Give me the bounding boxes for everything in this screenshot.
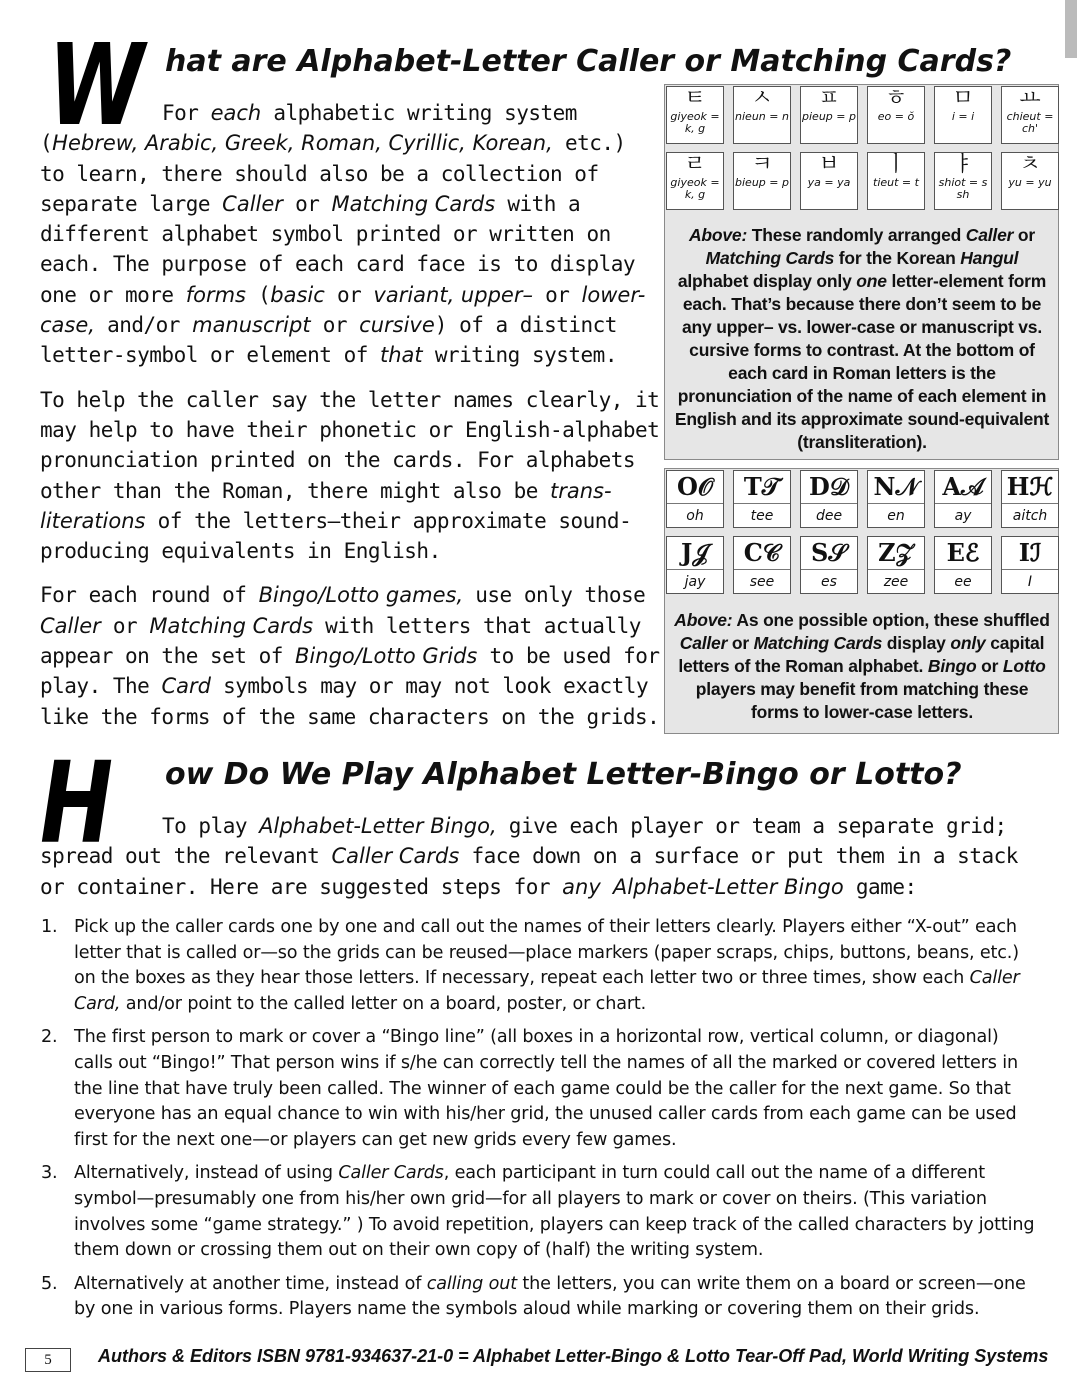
card-symbol: D𝒟: [801, 471, 857, 504]
paragraph-how-to-play: To play Alphabet-Letter Bingo, give each player or team a separate grid; spread out the relevant Caller Cards face down on a surface or put them in a stack or container. Here are suggested steps for any Alphabet-Letter Bingo game:: [40, 814, 1018, 899]
card-pronunciation: shiot = s sh: [938, 176, 988, 201]
card-pronunciation: giyeok = k, g: [670, 176, 720, 201]
letter-card: [1001, 152, 1059, 210]
card-pronunciation: nieun = n: [735, 110, 789, 123]
step-number: 2.: [41, 1027, 58, 1048]
card-symbol: ㅣ: [885, 152, 907, 177]
section-title-caller-cards: hat are Alphabet-Letter Caller or Matching Cards?: [165, 44, 1012, 79]
intro-text-column: [40, 98, 660, 746]
card-symbol: S𝒮: [801, 537, 857, 570]
step-text: Alternatively, instead of using: [74, 1163, 339, 1184]
step-item: [41, 1161, 1041, 1263]
card-symbol: A𝒜: [935, 471, 991, 504]
letter-card: [733, 86, 791, 144]
card-pronunciation: en: [887, 508, 905, 524]
card-symbol: ㅎ: [885, 86, 907, 111]
letter-card: [1001, 86, 1059, 144]
korean-cards-grid: [666, 86, 1059, 210]
card-symbol: ㅊ: [1019, 152, 1041, 177]
card-symbol: N𝒩: [868, 471, 924, 504]
card-pronunciation: tieut = t: [873, 176, 919, 189]
card-symbol: ㅅ: [751, 86, 773, 111]
letter-card: [934, 152, 992, 210]
card-pronunciation: chieut = ch': [1006, 110, 1054, 135]
letter-card: [733, 536, 791, 594]
korean-cards-caption: Above: These randomly arranged Caller or Matching Cards for the Korean Hangul alphabet display only one letter-element form each. That’s because there don’t seem to be any upper– vs. lower-case or manuscript vs. cursive forms to contrast. At the bottom of each card in Roman letters is the pronunciation of the name of each element in English and its approximate sound-equivalent (transliteration).: [674, 225, 1050, 452]
step-emphasis: Caller Cards: [338, 1163, 444, 1184]
card-symbol: Z𝒵: [868, 537, 924, 570]
how-to-play-intro: [40, 811, 1040, 916]
step-text-end: the letters, you can write them on a board or screen—one by one in various forms. Players name the symbols aloud while marking or covering them on their grids.: [74, 1273, 1026, 1320]
card-symbol: ㅁ: [952, 86, 974, 111]
card-pronunciation: I: [1027, 574, 1033, 590]
card-pronunciation: eo = ŏ: [877, 110, 915, 123]
card-pronunciation: zee: [883, 574, 909, 590]
letter-card: [666, 86, 724, 144]
card-pronunciation: giyeok = k, g: [670, 110, 720, 135]
drop-cap-h: H: [40, 739, 114, 869]
card-symbol: ㅑ: [952, 152, 974, 177]
letter-card: [800, 152, 858, 210]
step-emphasis: Caller Card,: [74, 968, 1020, 1014]
letter-card: [867, 470, 925, 528]
card-pronunciation: oh: [686, 508, 704, 524]
step-item: [41, 1025, 1041, 1153]
card-pronunciation: yu = yu: [1008, 176, 1052, 189]
card-pronunciation: pieup = p: [802, 110, 856, 123]
letter-card: [1001, 536, 1059, 594]
letter-card: [800, 470, 858, 528]
letter-card: [934, 86, 992, 144]
game-steps-list: [41, 915, 1041, 1331]
letter-card: [666, 470, 724, 528]
letter-card: [733, 152, 791, 210]
card-symbol: ㅂ: [818, 152, 840, 177]
paragraph-each-round: For each round of Bingo/Lotto games, use only those Caller or Matching Cards with letters that actually appear on the set of Bingo/Lotto Grids to be used for play. The Card symbols may or may not look exactly like the forms of the same characters on the grids.: [40, 583, 660, 729]
letter-card: [666, 536, 724, 594]
step-text-end: and/or point to the called letter on a board, poster, or chart.: [120, 993, 647, 1014]
card-symbol: ㅍ: [818, 86, 840, 111]
paragraph-cards-purpose: For each alphabetic writing system (Hebrew, Arabic, Greek, Roman, Cyrillic, Korean, etc.) to learn, there should also be a collection of separate large Caller or Matching Cards with a different alphabet symbol printed or written on each. The purpose of each card face is to display one or more forms (basic or variant, upper– or lower-case, and/or manuscript or cursive) of a distinct letter-symbol or element of that writing system.: [40, 101, 646, 368]
roman-cards-grid: [666, 470, 1059, 594]
letter-card: [867, 152, 925, 210]
step-emphasis: calling out: [426, 1273, 517, 1294]
letter-card: [1001, 470, 1059, 528]
card-symbol: Hℋ: [1002, 471, 1058, 504]
card-symbol: ㅛ: [1019, 86, 1041, 111]
step-number: 5.: [41, 1273, 58, 1294]
card-symbol: ㅋ: [751, 152, 773, 177]
step-item: [41, 915, 1041, 1017]
page-number: 5: [25, 1348, 71, 1372]
letter-card: [867, 536, 925, 594]
card-pronunciation: see: [749, 574, 775, 590]
step-text: Alternatively at another time, instead of: [74, 1273, 427, 1294]
step-text: The first person to mark or cover a “Bingo line” (all boxes in a horizontal row, vertical column, or diagonal) calls out “Bingo!” That person wins if s/he can correctly tell the names of all the marked or covered letters in the line that have truly been called. The winner of each game could be the caller for the next game. So that everyone has an equal chance to win with his/her grid, the unused caller cards from each game can be used first for the next one—or players can get new grids every few games.: [74, 1027, 1018, 1150]
card-symbol: J𝒥: [667, 537, 723, 570]
card-pronunciation: tee: [750, 508, 774, 524]
letter-card: [934, 470, 992, 528]
card-symbol: O𝒪: [667, 471, 723, 504]
card-pronunciation: ay: [954, 508, 972, 524]
card-symbol: Iℐ: [1002, 537, 1058, 570]
card-pronunciation: ya = ya: [807, 176, 851, 189]
step-item: [41, 1272, 1041, 1323]
step-number: 3.: [41, 1163, 58, 1184]
footer-isbn: Authors & Editors ISBN 9781-934637-21-0 = Alphabet Letter-Bingo & Lotto Tear-Off Pad, World Writing Systems: [98, 1346, 1049, 1366]
letter-card: [800, 536, 858, 594]
card-symbol: T𝒯: [734, 471, 790, 504]
step-number: 1.: [41, 917, 58, 937]
roman-cards-caption: Above: As one possible option, these shuffled Caller or Matching Cards display only capital letters of the Roman alphabet. Bingo or Lotto players may benefit from matching these forms to lower-case letters.: [674, 610, 1050, 722]
scrollbar-thumb[interactable]: [1065, 0, 1077, 58]
letter-card: [867, 86, 925, 144]
card-symbol: C𝒞: [734, 537, 790, 570]
paragraph-pronunciation: To help the caller say the letter names clearly, it may help to have their phonetic or English-alphabet pronunciation printed on the cards. For alphabets other than the Roman, there might also be trans-literations of the letters—their approximate sound-producing equivalents in English.: [40, 387, 660, 564]
card-symbol: Eℰ: [935, 537, 991, 570]
letter-card: [733, 470, 791, 528]
letter-card: [934, 536, 992, 594]
card-pronunciation: jay: [684, 574, 706, 590]
step-text: Pick up the caller cards one by one and call out the names of their letters clearly. Players either “X-out” each letter that is called or—so the grids can be reused—place markers (paper scraps, chips, buttons, beans, etc.) on the boxes as they hear those letters. If necessary, repeat each letter two or three times, show each: [74, 917, 1019, 989]
step-text-end: , each participant in turn could call out the name of a different symbol—presumably one from his/her own grid—for all players to mark or cover on theirs. (This variation involves some “game strategy.” ) To avoid repetition, players can keep track of the called characters by jotting them down or crossing them out on their own copy of (half) the writing system.: [74, 1163, 1035, 1261]
letter-card: [666, 152, 724, 210]
card-pronunciation: i = i: [951, 110, 975, 123]
card-pronunciation: bieup = p: [735, 176, 789, 189]
card-symbol: ㄹ: [684, 152, 706, 177]
card-pronunciation: dee: [815, 508, 843, 524]
card-pronunciation: es: [821, 574, 837, 590]
card-pronunciation: ee: [954, 574, 972, 590]
card-pronunciation: aitch: [1012, 508, 1048, 524]
card-symbol: ㅌ: [684, 86, 706, 111]
drop-cap-w: W: [48, 21, 145, 151]
letter-card: [800, 86, 858, 144]
section-title-how-to-play: ow Do We Play Alphabet Letter-Bingo or Lotto?: [165, 757, 962, 792]
